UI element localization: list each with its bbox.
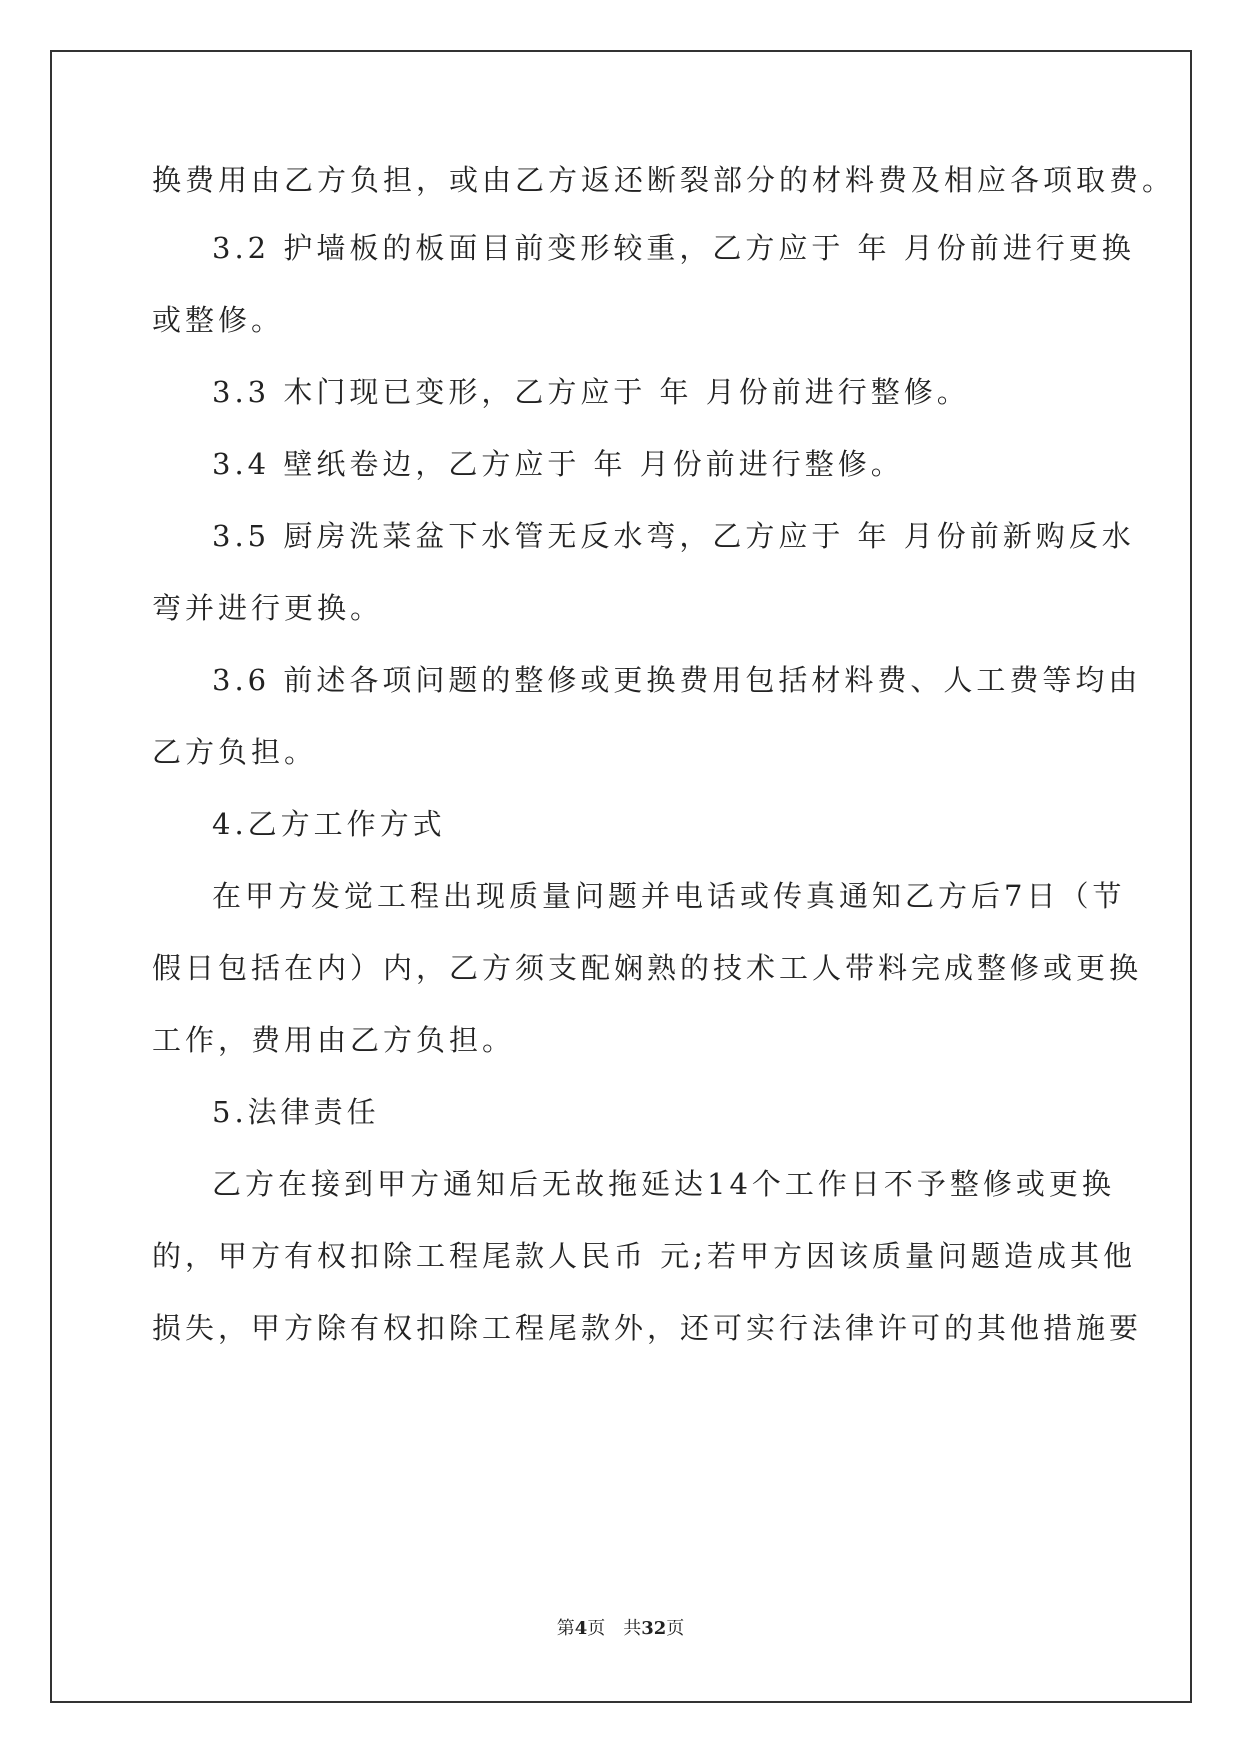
- text-line: 换费用由乙方负担，或由乙方返还断裂部分的材料费及相应各项取费。: [152, 163, 1176, 197]
- text-line: 工作，费用由乙方负担。: [152, 1023, 516, 1057]
- text-line: 损失，甲方除有权扣除工程尾款外，还可实行法律许可的其他措施要: [152, 1311, 1143, 1345]
- total-prefix: 共: [623, 1618, 642, 1639]
- text-line: 3.3 木门现已变形，乙方应于 年 月份前进行整修。: [212, 375, 970, 409]
- section-heading: 5.法律责任: [212, 1095, 380, 1129]
- text-line: 乙方负担。: [152, 735, 318, 769]
- text-line: 3.4 壁纸卷边，乙方应于 年 月份前进行整修。: [212, 447, 904, 481]
- text-line: 乙方在接到甲方通知后无故拖延达14个工作日不予整修或更换: [212, 1167, 1115, 1201]
- page-number: 4: [574, 1618, 588, 1639]
- text-line: 3.2 护墙板的板面目前变形较重，乙方应于 年 月份前进行更换: [212, 231, 1135, 265]
- page-prefix: 第: [556, 1618, 575, 1639]
- text-line: 的，甲方有权扣除工程尾款人民币 元;若甲方因该质量问题造成其他: [152, 1239, 1136, 1273]
- section-heading: 4.乙方工作方式: [212, 807, 446, 841]
- text-line: 弯并进行更换。: [152, 591, 384, 625]
- page-suffix: 页: [587, 1618, 606, 1639]
- text-line: 3.6 前述各项问题的整修或更换费用包括材料费、人工费等均由: [212, 663, 1142, 697]
- page-footer: [0, 1617, 1241, 1641]
- total-suffix: 页: [666, 1618, 685, 1639]
- total-pages: 32: [641, 1618, 667, 1639]
- text-line: 3.5 厨房洗菜盆下水管无反水弯，乙方应于 年 月份前新购反水: [212, 519, 1135, 553]
- text-line: 假日包括在内）内，乙方须支配娴熟的技术工人带料完成整修或更换: [152, 951, 1143, 985]
- text-line: 或整修。: [152, 303, 285, 337]
- text-line: 在甲方发觉工程出现质量问题并电话或传真通知乙方后7日（节: [212, 879, 1126, 913]
